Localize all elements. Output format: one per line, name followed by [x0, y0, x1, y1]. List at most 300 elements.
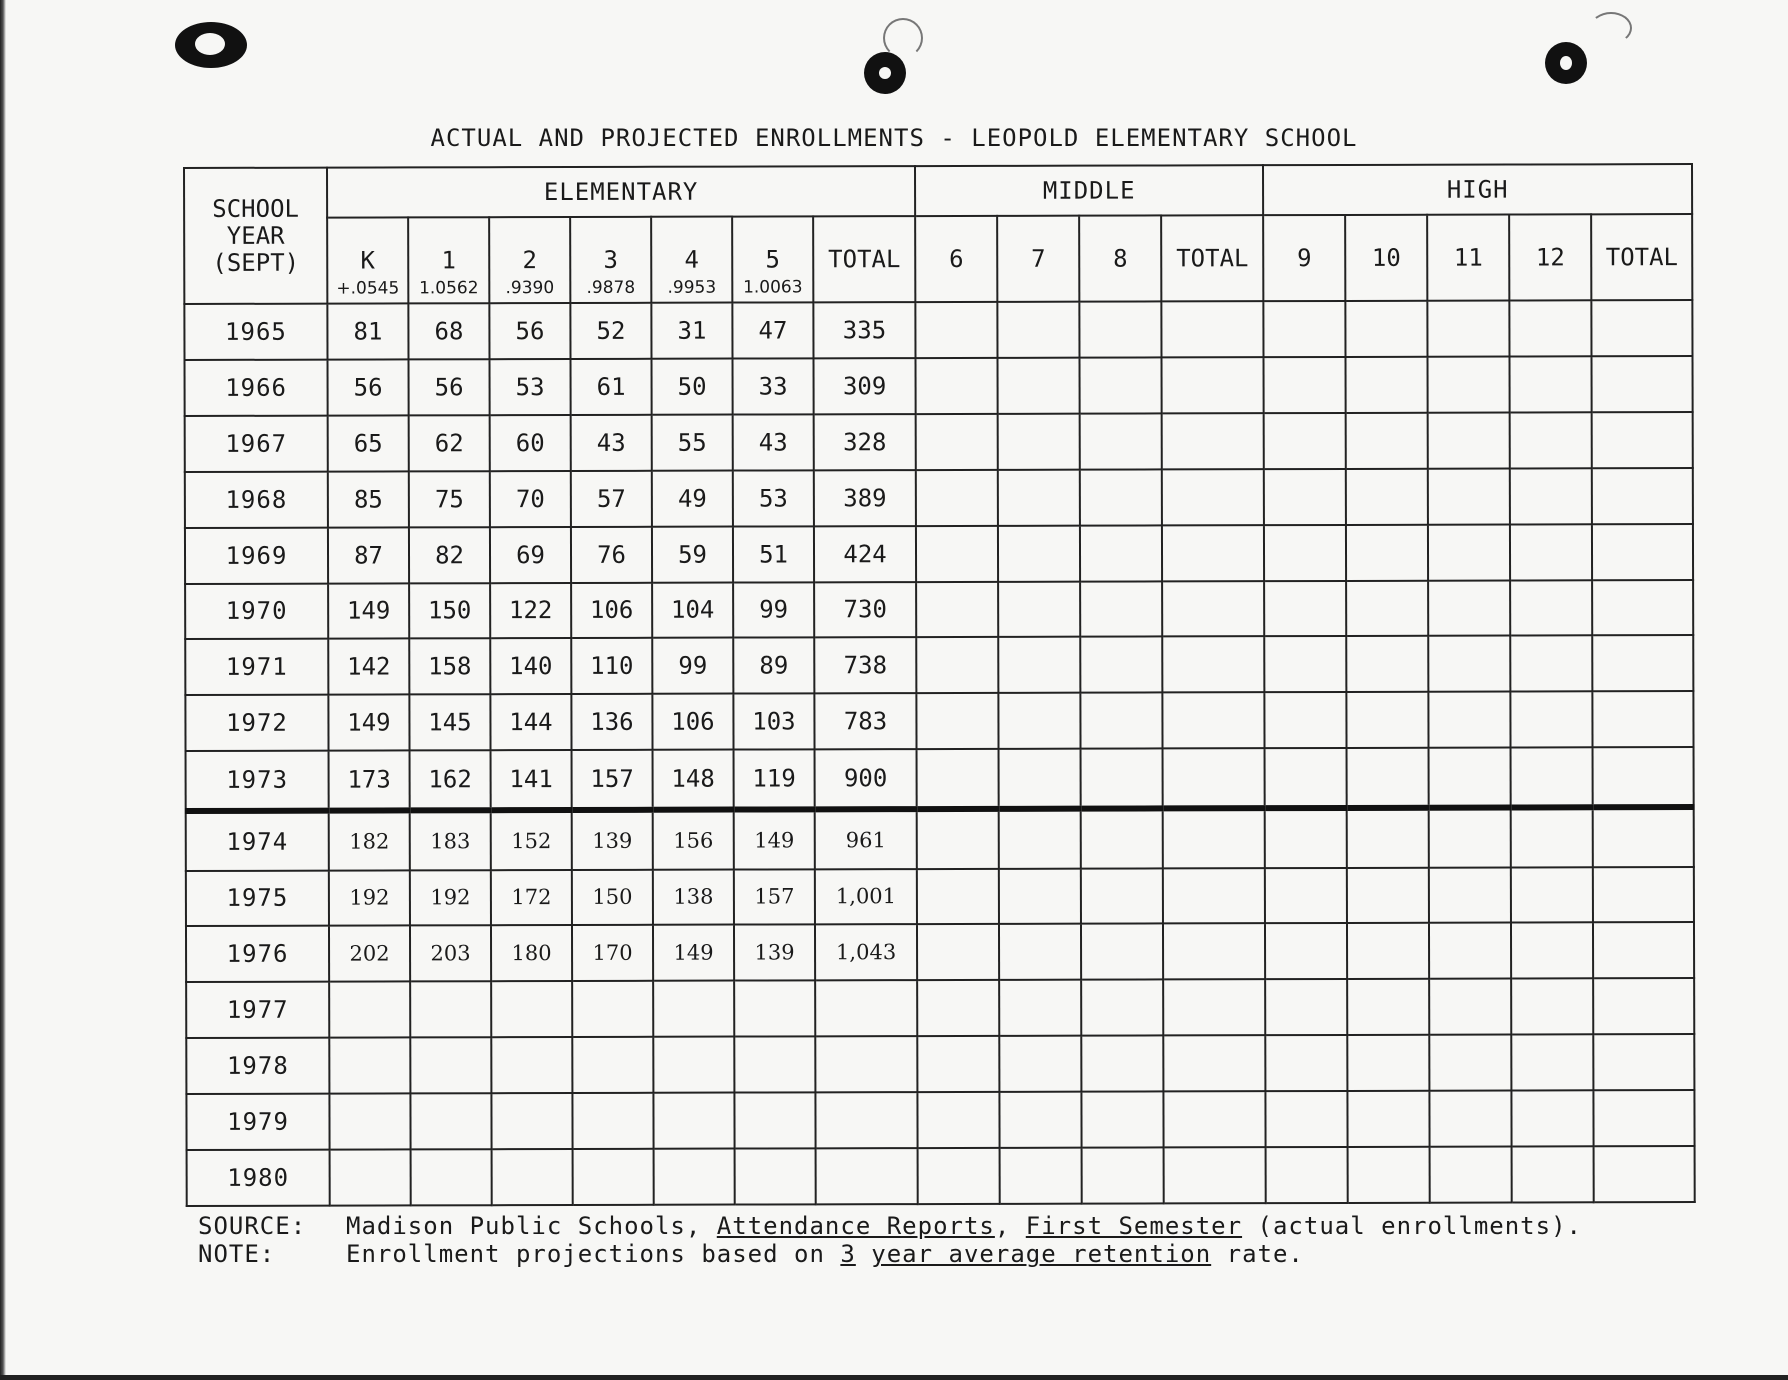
- empty-cell: [916, 637, 998, 693]
- empty-cell: [1346, 692, 1428, 748]
- enrollment-cell: [329, 982, 410, 1038]
- empty-cell: [1510, 580, 1592, 636]
- enrollment-cell: 89: [733, 638, 814, 694]
- empty-cell: [1592, 691, 1693, 747]
- empty-cell: [1428, 412, 1510, 468]
- enrollment-cell: 57: [571, 470, 652, 526]
- empty-cell: [1081, 868, 1163, 924]
- enrollment-cell: 149: [328, 695, 409, 751]
- enrollment-cell: [572, 1093, 653, 1149]
- enrollment-cell: [653, 981, 734, 1037]
- table-row: [185, 412, 1693, 472]
- enrollment-cell: 110: [571, 638, 652, 694]
- enrollment-cell: 70: [490, 471, 571, 527]
- empty-cell: [1510, 692, 1592, 748]
- empty-cell: [1428, 580, 1510, 636]
- source-text: Madison Public Schools, Attendance Reports, First Semester (actual enrollments).: [346, 1212, 1582, 1240]
- empty-cell: [1346, 636, 1428, 692]
- enrollment-rows: [184, 300, 1695, 1206]
- enrollment-cell: 138: [653, 869, 734, 925]
- year-cell: 1979: [186, 1094, 329, 1150]
- empty-cell: [1264, 413, 1346, 469]
- empty-cell: [997, 302, 1079, 358]
- empty-cell: [1429, 807, 1511, 867]
- empty-cell: [1080, 637, 1162, 693]
- enrollment-cell: 56: [409, 359, 490, 415]
- enrollment-cell: 157: [734, 869, 815, 925]
- enrollment-cell: 158: [409, 639, 490, 695]
- elementary-total-cell: 389: [814, 470, 916, 526]
- enrollment-cell: [734, 1092, 815, 1148]
- year-cell: 1965: [184, 304, 327, 360]
- enrollment-cell: 152: [491, 810, 572, 870]
- enrollment-cell: 202: [329, 926, 410, 982]
- enrollment-cell: 157: [572, 750, 653, 810]
- enrollment-cell: 119: [734, 750, 815, 810]
- enrollment-cell: 103: [733, 694, 814, 750]
- empty-cell: [1164, 1091, 1266, 1147]
- empty-cell: [1429, 923, 1511, 979]
- enrollment-cell: [410, 1093, 491, 1149]
- empty-cell: [1593, 922, 1694, 978]
- year-cell: 1966: [185, 360, 328, 416]
- empty-cell: [1594, 1146, 1695, 1202]
- empty-cell: [1348, 1091, 1430, 1147]
- enrollment-cell: 53: [490, 359, 571, 415]
- empty-cell: [1510, 356, 1592, 412]
- enrollment-cell: 173: [329, 751, 410, 811]
- enrollment-cell: [410, 982, 491, 1038]
- group-header-row: [184, 164, 1692, 218]
- year-cell: 1975: [186, 870, 329, 926]
- page-bottom-edge: [0, 1375, 1788, 1380]
- empty-cell: [1429, 867, 1511, 923]
- elementary-total-cell: 730: [814, 582, 916, 638]
- table-row: [186, 978, 1694, 1038]
- empty-cell: [1594, 1090, 1695, 1146]
- high-header: HIGH: [1263, 164, 1692, 215]
- empty-cell: [1264, 469, 1346, 525]
- empty-cell: [1163, 924, 1265, 980]
- empty-cell: [1347, 923, 1429, 979]
- enrollment-cell: 60: [490, 415, 571, 471]
- empty-cell: [1428, 356, 1510, 412]
- empty-cell: [1592, 524, 1693, 580]
- table-row: [186, 1090, 1694, 1150]
- empty-cell: [1511, 807, 1593, 867]
- enrollment-cell: 122: [490, 583, 571, 639]
- enrollment-cell: [330, 1149, 411, 1205]
- empty-cell: [998, 358, 1080, 414]
- high-total-header: TOTAL: [1591, 214, 1692, 300]
- empty-cell: [1346, 413, 1428, 469]
- enrollment-cell: [734, 981, 815, 1037]
- enrollment-cell: [411, 1149, 492, 1205]
- empty-cell: [1592, 635, 1693, 691]
- year-cell: 1971: [185, 639, 328, 695]
- elementary-total-cell: [816, 1148, 918, 1204]
- elementary-total-cell: 961: [815, 809, 917, 869]
- empty-cell: [916, 581, 998, 637]
- school-year-header: SCHOOL YEAR (SEPT): [184, 168, 327, 304]
- empty-cell: [1162, 357, 1264, 413]
- empty-cell: [1592, 412, 1693, 468]
- table-row: [185, 524, 1693, 584]
- table-row: [185, 468, 1693, 528]
- enrollment-cell: 180: [491, 925, 572, 981]
- enrollment-cell: 43: [733, 414, 814, 470]
- table-row: [185, 691, 1693, 751]
- punch-hole-right: [1545, 42, 1587, 84]
- enrollment-cell: [329, 1038, 410, 1094]
- empty-cell: [917, 749, 999, 809]
- enrollment-cell: [329, 1094, 410, 1150]
- empty-cell: [1162, 469, 1264, 525]
- year-cell: 1972: [185, 695, 328, 751]
- enrollment-cell: [410, 1037, 491, 1093]
- year-cell: 1969: [185, 527, 328, 583]
- empty-cell: [1081, 924, 1163, 980]
- empty-cell: [1347, 979, 1429, 1035]
- year-cell: 1968: [185, 471, 328, 527]
- empty-cell: [1430, 1091, 1512, 1147]
- punch-hole-left: [175, 22, 247, 68]
- empty-cell: [1000, 1148, 1082, 1204]
- enrollment-cell: 76: [571, 526, 652, 582]
- enrollment-cell: 170: [572, 925, 653, 981]
- empty-cell: [1593, 747, 1694, 807]
- enrollment-cell: [492, 1149, 573, 1205]
- empty-cell: [916, 693, 998, 749]
- empty-cell: [1346, 524, 1428, 580]
- empty-cell: [999, 924, 1081, 980]
- empty-cell: [917, 868, 999, 924]
- enrollment-cell: 106: [652, 694, 733, 750]
- empty-cell: [1162, 525, 1264, 581]
- elementary-total-cell: [815, 980, 917, 1036]
- empty-cell: [1082, 1147, 1164, 1203]
- empty-cell: [1081, 980, 1163, 1036]
- empty-cell: [1429, 748, 1511, 808]
- empty-cell: [1164, 1147, 1266, 1203]
- empty-cell: [1163, 1035, 1265, 1091]
- empty-cell: [998, 693, 1080, 749]
- elementary-total-cell: 328: [814, 414, 916, 470]
- grade-header: 6: [915, 216, 997, 302]
- note-line: [198, 1240, 1678, 1268]
- enrollment-cell: [572, 981, 653, 1037]
- empty-cell: [1430, 1147, 1512, 1203]
- enrollment-cell: 81: [327, 303, 408, 359]
- enrollment-cell: 141: [491, 750, 572, 810]
- empty-cell: [999, 868, 1081, 924]
- enrollment-cell: 192: [329, 870, 410, 926]
- empty-cell: [916, 525, 998, 581]
- enrollment-cell: 139: [734, 925, 815, 981]
- empty-cell: [998, 581, 1080, 637]
- enrollment-cell: 99: [733, 582, 814, 638]
- empty-cell: [1429, 1035, 1511, 1091]
- table-row: [186, 867, 1694, 927]
- enrollment-cell: 149: [653, 925, 734, 981]
- table-row: [186, 922, 1694, 982]
- grade-header: 12: [1509, 214, 1591, 300]
- empty-cell: [1265, 979, 1347, 1035]
- footer-notes: [198, 1212, 1678, 1268]
- empty-cell: [998, 413, 1080, 469]
- empty-cell: [1162, 637, 1264, 693]
- elementary-total-cell: 424: [814, 526, 916, 582]
- enrollment-cell: 53: [733, 470, 814, 526]
- empty-cell: [918, 1148, 1000, 1204]
- enrollment-cell: 136: [571, 694, 652, 750]
- enrollment-cell: 47: [732, 302, 813, 358]
- empty-cell: [1347, 867, 1429, 923]
- empty-cell: [1593, 1034, 1694, 1090]
- enrollment-cell: 139: [572, 810, 653, 870]
- punch-ring-right: [1590, 12, 1632, 44]
- enrollment-cell: [491, 981, 572, 1037]
- empty-cell: [1163, 748, 1265, 808]
- enrollment-cell: 148: [653, 750, 734, 810]
- enrollment-cell: 140: [490, 638, 571, 694]
- empty-cell: [1428, 524, 1510, 580]
- empty-cell: [1591, 300, 1692, 356]
- grade-header: 9: [1263, 215, 1345, 301]
- empty-cell: [918, 1092, 1000, 1148]
- empty-cell: [1347, 808, 1429, 868]
- year-cell: 1967: [185, 415, 328, 471]
- enrollment-cell: 75: [409, 471, 490, 527]
- elementary-total-cell: 1,043: [815, 924, 917, 980]
- empty-cell: [1265, 867, 1347, 923]
- empty-cell: [1266, 1091, 1348, 1147]
- empty-cell: [1081, 808, 1163, 868]
- empty-cell: [1161, 301, 1263, 357]
- enrollment-cell: 150: [409, 583, 490, 639]
- elementary-header: ELEMENTARY: [327, 166, 915, 218]
- grade-header: 1 1.0562: [408, 217, 489, 303]
- empty-cell: [999, 749, 1081, 809]
- empty-cell: [1080, 525, 1162, 581]
- elementary-total-cell: [815, 1036, 917, 1092]
- enrollment-cell: 99: [652, 638, 733, 694]
- middle-header: MIDDLE: [915, 165, 1263, 216]
- empty-cell: [1080, 581, 1162, 637]
- empty-cell: [917, 809, 999, 869]
- empty-cell: [1593, 867, 1694, 923]
- empty-cell: [1265, 923, 1347, 979]
- retention-rate: .9953: [667, 277, 717, 298]
- enrollment-cell: 82: [409, 527, 490, 583]
- grade-header: 5 1.0063: [732, 216, 813, 302]
- empty-cell: [1264, 525, 1346, 581]
- elementary-total-cell: 335: [813, 302, 915, 358]
- enrollment-cell: 62: [409, 415, 490, 471]
- year-cell: 1973: [186, 751, 329, 811]
- empty-cell: [1079, 301, 1161, 357]
- enrollment-cell: 203: [410, 926, 491, 982]
- empty-cell: [1347, 1035, 1429, 1091]
- empty-cell: [1511, 923, 1593, 979]
- year-cell: 1974: [186, 810, 329, 870]
- table-row: [185, 635, 1693, 695]
- empty-cell: [1510, 412, 1592, 468]
- empty-cell: [1263, 301, 1345, 357]
- enrollment-cell: [491, 1093, 572, 1149]
- empty-cell: [1511, 1035, 1593, 1091]
- source-label: SOURCE:: [198, 1212, 307, 1240]
- enrollment-cell: [573, 1149, 654, 1205]
- enrollment-cell: 85: [328, 471, 409, 527]
- empty-cell: [1347, 748, 1429, 808]
- enrollment-cell: 104: [652, 582, 733, 638]
- source-line: [198, 1212, 1678, 1240]
- empty-cell: [1266, 1147, 1348, 1203]
- enrollment-cell: 183: [410, 810, 491, 870]
- empty-cell: [1429, 979, 1511, 1035]
- empty-cell: [1080, 357, 1162, 413]
- enrollment-cell: 55: [652, 414, 733, 470]
- retention-rate: .9878: [586, 277, 636, 298]
- empty-cell: [999, 980, 1081, 1036]
- retention-rate: .9390: [505, 278, 555, 299]
- page-left-edge: [0, 0, 6, 1380]
- enrollment-cell: 68: [408, 303, 489, 359]
- year-cell: 1976: [186, 926, 329, 982]
- empty-cell: [1511, 748, 1593, 808]
- empty-cell: [1593, 807, 1694, 867]
- empty-cell: [1592, 356, 1693, 412]
- empty-cell: [1592, 468, 1693, 524]
- enrollment-cell: [491, 1037, 572, 1093]
- retention-rate: +.0545: [336, 278, 400, 299]
- enrollment-table: [183, 163, 1696, 1207]
- enrollment-cell: 69: [490, 527, 571, 583]
- enrollment-cell: [734, 1037, 815, 1093]
- table-row: [186, 807, 1694, 871]
- enrollment-cell: 144: [490, 694, 571, 750]
- enrollment-cell: [653, 1037, 734, 1093]
- empty-cell: [1162, 581, 1264, 637]
- empty-cell: [1163, 868, 1265, 924]
- empty-cell: [916, 470, 998, 526]
- empty-cell: [1510, 524, 1592, 580]
- document-title: ACTUAL AND PROJECTED ENROLLMENTS - LEOPOLD ELEMENTARY SCHOOL: [430, 124, 1358, 152]
- grade-header: K +.0545: [327, 217, 408, 303]
- empty-cell: [1427, 301, 1509, 357]
- year-cell: 1970: [185, 583, 328, 639]
- year-cell: 1978: [186, 1038, 329, 1094]
- retention-rate: 1.0562: [419, 278, 479, 299]
- enrollment-cell: 56: [328, 359, 409, 415]
- empty-cell: [1428, 692, 1510, 748]
- middle-total-header: TOTAL: [1161, 215, 1263, 301]
- enrollment-cell: 162: [410, 750, 491, 810]
- enrollment-cell: 87: [328, 527, 409, 583]
- empty-cell: [1082, 1092, 1164, 1148]
- enrollment-cell: 50: [652, 358, 733, 414]
- year-cell: 1980: [187, 1150, 330, 1206]
- empty-cell: [1080, 693, 1162, 749]
- empty-cell: [1428, 468, 1510, 524]
- empty-cell: [1345, 301, 1427, 357]
- empty-cell: [1510, 468, 1592, 524]
- enrollment-cell: 149: [734, 809, 815, 869]
- grade-header: 2 .9390: [489, 217, 570, 303]
- empty-cell: [999, 1036, 1081, 1092]
- empty-cell: [1265, 1035, 1347, 1091]
- enrollment-cell: 150: [572, 869, 653, 925]
- enrollment-cell: 59: [652, 526, 733, 582]
- elementary-total-cell: 1,001: [815, 869, 917, 925]
- empty-cell: [916, 414, 998, 470]
- elementary-total-cell: [815, 1092, 917, 1148]
- empty-cell: [1265, 808, 1347, 868]
- grade-header: 10: [1345, 215, 1427, 301]
- enrollment-cell: 51: [733, 526, 814, 582]
- enrollment-cell: [654, 1149, 735, 1205]
- empty-cell: [998, 525, 1080, 581]
- empty-cell: [917, 924, 999, 980]
- empty-cell: [999, 809, 1081, 869]
- note-text: Enrollment projections based on 3 year average retention rate.: [346, 1240, 1304, 1268]
- empty-cell: [1081, 1036, 1163, 1092]
- enrollment-cell: 142: [328, 639, 409, 695]
- table-row: [185, 356, 1693, 416]
- empty-cell: [917, 1036, 999, 1092]
- empty-cell: [1162, 413, 1264, 469]
- note-label: NOTE:: [198, 1240, 276, 1268]
- year-cell: 1977: [186, 982, 329, 1038]
- enrollment-cell: [735, 1148, 816, 1204]
- enrollment-cell: 52: [570, 303, 651, 359]
- empty-cell: [1592, 580, 1693, 636]
- empty-cell: [998, 637, 1080, 693]
- table-row: [186, 747, 1694, 811]
- empty-cell: [1511, 867, 1593, 923]
- empty-cell: [1081, 749, 1163, 809]
- empty-cell: [1511, 979, 1593, 1035]
- grade-header: 4 .9953: [651, 217, 732, 303]
- retention-rate: 1.0063: [743, 277, 803, 298]
- grade-header: 7: [997, 216, 1079, 302]
- empty-cell: [1080, 413, 1162, 469]
- grade-header-row: [184, 214, 1692, 304]
- elementary-total-cell: 738: [814, 638, 916, 694]
- empty-cell: [1000, 1092, 1082, 1148]
- enrollment-cell: 145: [409, 695, 490, 751]
- enrollment-cell: [572, 1037, 653, 1093]
- empty-cell: [1162, 693, 1264, 749]
- empty-cell: [1346, 580, 1428, 636]
- empty-cell: [1512, 1090, 1594, 1146]
- empty-cell: [917, 980, 999, 1036]
- empty-cell: [1264, 692, 1346, 748]
- enrollment-cell: 156: [653, 809, 734, 869]
- elementary-total-header: TOTAL: [813, 216, 915, 302]
- enrollment-cell: [653, 1093, 734, 1149]
- empty-cell: [1593, 978, 1694, 1034]
- empty-cell: [1264, 357, 1346, 413]
- empty-cell: [1512, 1146, 1594, 1202]
- grade-header: 11: [1427, 215, 1509, 301]
- enrollment-cell: 49: [652, 470, 733, 526]
- enrollment-cell: 33: [733, 358, 814, 414]
- enrollment-cell: 172: [491, 869, 572, 925]
- punch-hole-middle: [864, 52, 906, 94]
- empty-cell: [1346, 468, 1428, 524]
